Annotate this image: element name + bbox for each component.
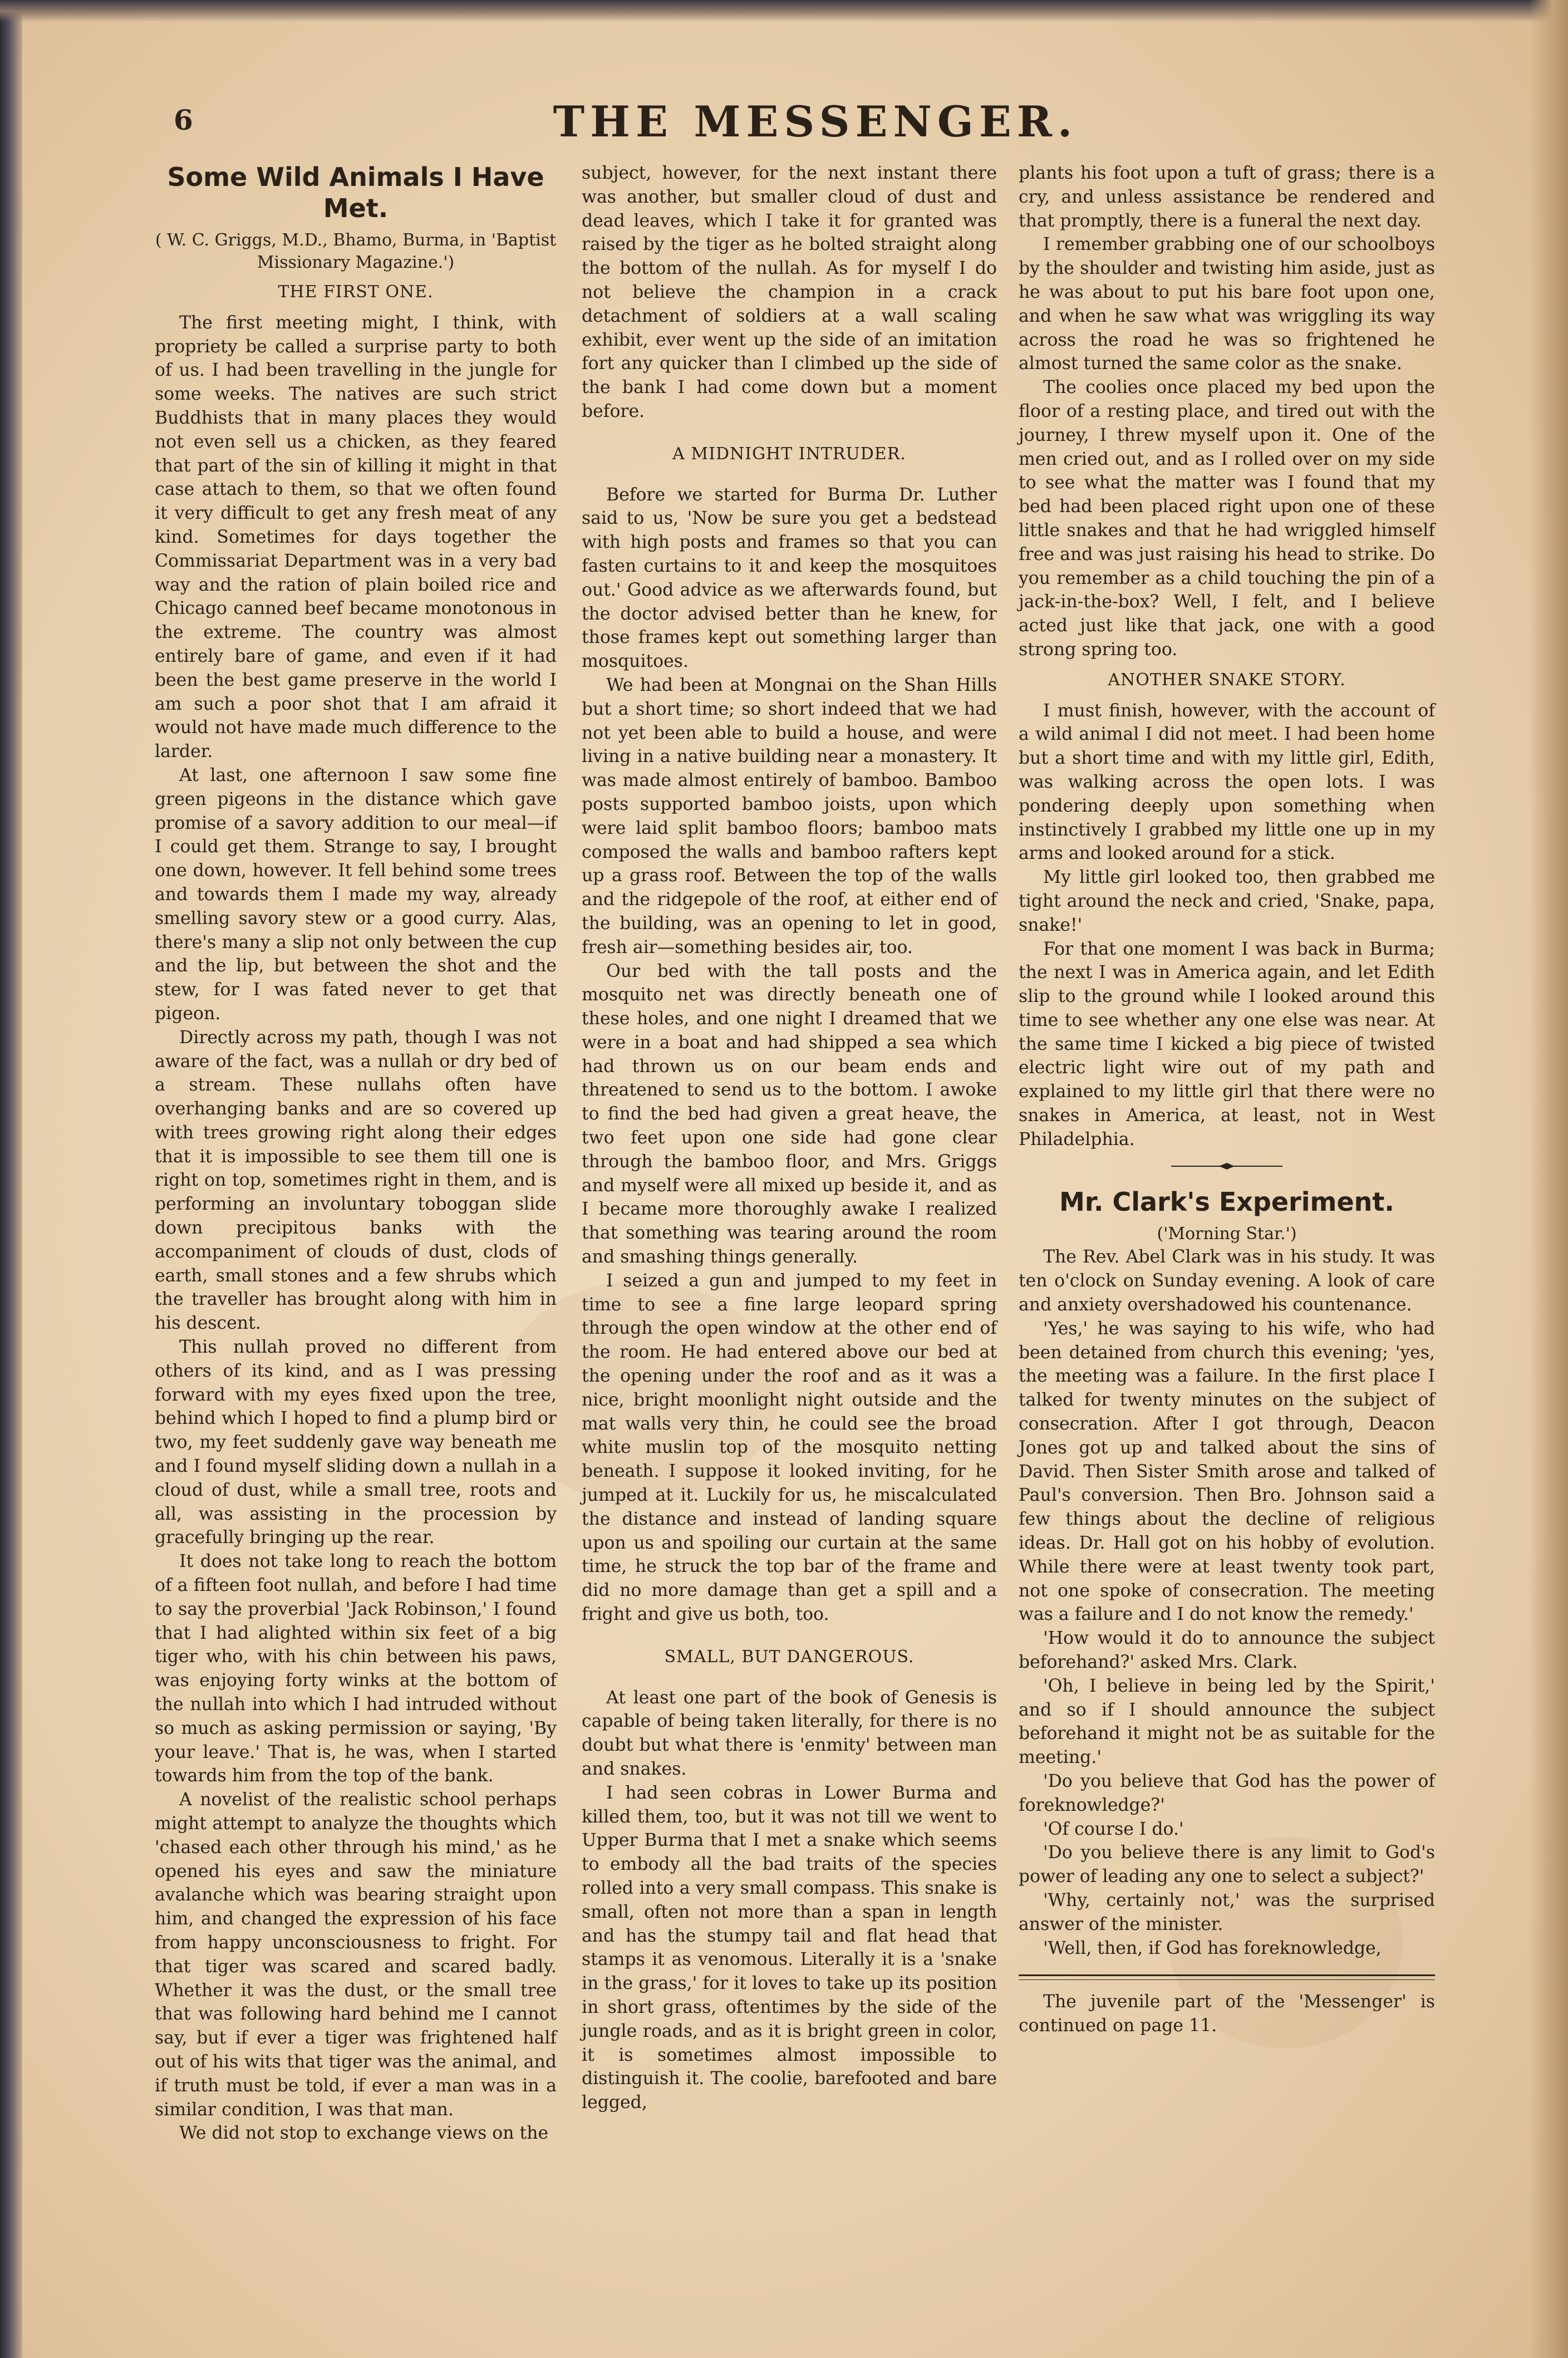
- double-rule-divider: [1019, 1974, 1435, 1980]
- ornament-divider-icon: [1171, 1162, 1282, 1170]
- section-title: SMALL, BUT DANGEROUS.: [664, 1647, 915, 1667]
- paragraph: 'How would it do to announce the subject beforehand?' asked Mrs. Clark.: [1019, 1628, 1435, 1673]
- masthead-title: THE MESSENGER.: [553, 97, 1078, 146]
- ornament-divider: [1019, 1155, 1435, 1179]
- column-1: [155, 161, 557, 2145]
- paragraph: At least one part of the book of Genesis is capable of being taken literally, for there is no doubt but what there is 'enmity' between man and snakes.: [582, 1687, 997, 1779]
- paragraph-continued: plants his foot upon a tuft of grass; there is a cry, and unless assistance be rendered and that promptly, there is a funeral the next day.: [1019, 163, 1435, 231]
- paragraph: Before we started for Burma Dr. Luther said to us, 'Now be sure you get a bedstead with high posts and frames so that you can fasten curtains to it and keep the mosquitoes out.' Good advice as we afterwards found, but the doctor advised better than he knew, for those frames kept out something larger than mosquitoes.: [582, 484, 997, 672]
- paragraph: 'Well, then, if God has foreknowledge,: [1043, 1938, 1382, 1958]
- paragraph: I had seen cobras in Lower Burma and killed them, too, but it was not till we went to Upper Burma that I met a snake which seems to embody all the bad traits of the species rolled into a very small compass. This snake is small, often not more than a span in length and has the stumpy tail and flat head that stamps it as venomous. Literally it is a 'snake in the grass,' for it loves to take up its position in short grass, oftentimes by the side of the jungle roads, and as it is bright green in color, it is sometimes almost impossible to distinguish it. The coolie, barefooted and bare legged,: [582, 1782, 997, 2113]
- paragraph: 'Do you believe that God has the power of foreknowledge?': [1019, 1771, 1435, 1815]
- continuation-note: The juvenile part of the 'Messenger' is continued on page 11.: [1019, 1992, 1435, 2036]
- paragraph: I seized a gun and jumped to my feet in time to see a fine large leopard spring through the open window at the other end of the room. He had entered above our bed at the opening under the roof and as it was a nice, bright moonlight night outside and the mat walls very thin, he could see the broad white muslin top of the mosquito netting beneath. I suppose it looked inviting, for he jumped at it. Luckily for us, he miscalculated the distance and instead of landing square upon us and spoiling our curtain at the same time, he struck the top bar of the frame and did no more damage than get a spill and a fright and give us both, too.: [582, 1270, 997, 1625]
- paragraph: 'Oh, I believe in being led by the Spirit,' and so if I should announce the subject beforehand it might not be as suitable for the meeting.': [1019, 1676, 1435, 1768]
- paragraph: 'Of course I do.': [1043, 1819, 1184, 1839]
- paragraph: At last, one afternoon I saw some fine green pigeons in the distance which gave promise of a savory addition to our meal—if I could get them. Strange to say, I brought one down, however. It fell behind some trees and towards them I made my way, already smelling savory stew or a good curry. Alas, there's many a slip not only between the cup and the lip, but between the shot and the stew, for I was fated never to get that pigeon.: [155, 765, 557, 1024]
- paragraph: We did not stop to exchange views on the: [179, 2123, 549, 2144]
- page-edge: [1529, 0, 1568, 2358]
- article-headline: Mr. Clark's Experiment.: [1059, 1187, 1394, 1217]
- paragraph: 'Yes,' he was saying to his wife, who had been detained from church this evening; 'yes, the meeting was a failure. In the first place I talked for twenty minutes on the subject of consecration. After I got through, Deacon Jones got up and talked about the sins of David. Then Sister Smith arose and talked of Paul's conversion. Then Bro. Johnson said a few things about the decline of religious ideas. Dr. Hall got on his hobby of evolution. While there were at least twenty took part, not one spoke of consecration. The meeting was a failure and I do not know the remedy.': [1019, 1318, 1435, 1625]
- paragraph: I must finish, however, with the account of a wild animal I did not meet. I had been home but a short time and with my little girl, Edith, was walking across the open lots. I was pondering deeply upon something when instinctively I grabbed my little one up in my arms and looked around for a stick.: [1019, 700, 1435, 864]
- section-title: A MIDNIGHT INTRUDER.: [672, 444, 906, 464]
- paragraph: This nullah proved no different from others of its kind, and as I was pressing forward with my eyes fixed upon the tree, behind which I hoped to find a plump bird or two, my feet suddenly gave way beneath me and I found myself sliding down a nullah in a cloud of dust, while a small tree, roots and all, was assisting in the procession by gracefully bringing up the rear.: [155, 1337, 557, 1548]
- article-byline: ( W. C. Griggs, M.D., Bhamo, Burma, in 'Baptist Missionary Magazine.'): [155, 230, 557, 272]
- article-byline: ('Morning Star.'): [1157, 1224, 1297, 1244]
- paragraph: Directly across my path, though I was not aware of the fact, was a nullah or dry bed of a stream. These nullahs often have overhanging banks and are so covered up with trees growing right along their edges that it is impossible to see them till one is right on top, sometimes right in them, and is performing an involuntary toboggan slide down precipitous banks with the accompaniment of clouds of dust, clods of earth, small stones and a few shrubs which the traveller has brought along with him in his descent.: [155, 1027, 557, 1334]
- paragraph: A novelist of the realistic school perhaps might attempt to analyze the thoughts which 'chased each other through his mind,' as he opened his eyes and saw the miniature avalanche which was bearing straight upon him, and changed the expression of his face from happy unconsciousness to fright. For that tiger was scared and scared badly. Whether it was the dust, or the small tree that was following hard behind me I cannot say, but if ever a tiger was frightened half out of his wits that tiger was the animal, and if truth must be told, if ever a man was in a similar condition, I was that man.: [155, 1790, 557, 2120]
- section-title: ANOTHER SNAKE STORY.: [1108, 670, 1346, 690]
- paragraph-continued: subject, however, for the next instant there was another, but smaller cloud of dust and dead leaves, which I take it for granted was raised by the tiger as he bolted straight along the bottom of the nullah. As for myself I do not believe the champion in a crack detachment of soldiers at a wall scaling exhibit, ever went up the side of an imitation fort any quicker than I climbed up the side of the bank I had come down but a moment before.: [582, 163, 997, 421]
- paragraph: The first meeting might, I think, with propriety be called a surprise party to both of us. I had been travelling in the jungle for some weeks. The natives are such strict Buddhists that in many places they would not even sell us a chicken, as they feared that part of the sin of killing it might in that case attach to them, so that we often found it very difficult to get any fresh meat of any kind. Sometimes for days together the Commissariat Department was in a very bad way and the ration of plain boiled rice and Chicago canned beef became monotonous in the extreme. The country was almost entirely bare of game, and even if it had been the best game preserve in the world I am such a poor shot that I am afraid it would not have made much difference to the larder.: [155, 312, 557, 762]
- binding-edge: [0, 0, 22, 2358]
- paragraph: Our bed with the tall posts and the mosquito net was directly beneath one of these holes, and one night I dreamed that we were in a boat and had shipped a sea which had thrown us on our beam ends and threatened to send us to the bottom. I awoke to find the bed had given a great heave, the two feet upon one side had gone clear through the bamboo floor, and Mrs. Griggs and myself were all mixed up beside it, and as I became more thoroughly awake I realized that something was tearing around the room and smashing things generally.: [582, 961, 997, 1268]
- page-number: 6: [174, 104, 193, 136]
- paragraph: 'Do you believe there is any limit to God's power of leading any one to select a subject?': [1019, 1843, 1435, 1887]
- paragraph: It does not take long to reach the bottom of a fifteen foot nullah, and before I had time to say the proverbial 'Jack Robinson,' I found that I had alighted within six feet of a big tiger who, with his chin between his paws, was enjoying forty winks at the bottom of the nullah into which I had intruded without so much as asking permission or saying, 'By your leave.' That is, he was, when I started towards him from the top of the bank.: [155, 1551, 557, 1786]
- section-title: THE FIRST ONE.: [278, 282, 434, 302]
- paragraph: The coolies once placed my bed upon the floor of a resting place, and tired out with the journey, I threw myself upon it. One of the men cried out, and as I rolled over on my side to see what the matter was I found that my bed had been placed right upon one of these little snakes and that he had wriggled himself free and was just raising his head to strike. Do you remember as a child touching the pin of a jack-in-the-box? Well, I felt, and I believe acted just like that jack, one with a good strong spring too.: [1019, 377, 1435, 660]
- paragraph: We had been at Mongnai on the Shan Hills but a short time; so short indeed that we had not yet been able to build a house, and were living in a native building near a monastery. It was made almost entirely of bamboo. Bamboo posts supported bamboo joists, upon which were laid split bamboo floors; bamboo mats composed the walls and bamboo rafters kept up a grass roof. Between the top of the walls and the ridgepole of the roof, at either end of the building, was an opening to let in good, fresh air—something besides air, too.: [582, 675, 997, 957]
- column-2: [582, 161, 997, 2115]
- article-headline: Some Wild Animals I Have Met.: [167, 162, 544, 223]
- paragraph: The Rev. Abel Clark was in his study. It was ten o'clock on Sunday evening. A look of care and anxiety overshadowed his countenance.: [1019, 1247, 1435, 1315]
- column-3: [1019, 161, 1435, 2038]
- top-edge-shadow: [0, 0, 1568, 22]
- paragraph: My little girl looked too, then grabbed me tight around the neck and cried, 'Snake, papa, snake!': [1019, 867, 1435, 935]
- paragraph: 'Why, certainly not,' was the surprised answer of the minister.: [1019, 1890, 1435, 1934]
- paragraph: I remember grabbing one of our schoolboys by the shoulder and twisting him aside, just as he was about to put his bare foot upon one, and when he saw what was wriggling its way across the road he was so frightened he almost turned the same color as the snake.: [1019, 234, 1435, 374]
- paragraph: For that one moment I was back in Burma; the next I was in America again, and let Edith slip to the ground while I looked around this time to see whether any one else was near. At the same time I kicked a big piece of twisted electric light wire out of my path and explained to my little girl that there were no snakes in America, at least, not in West Philadelphia.: [1019, 939, 1435, 1149]
